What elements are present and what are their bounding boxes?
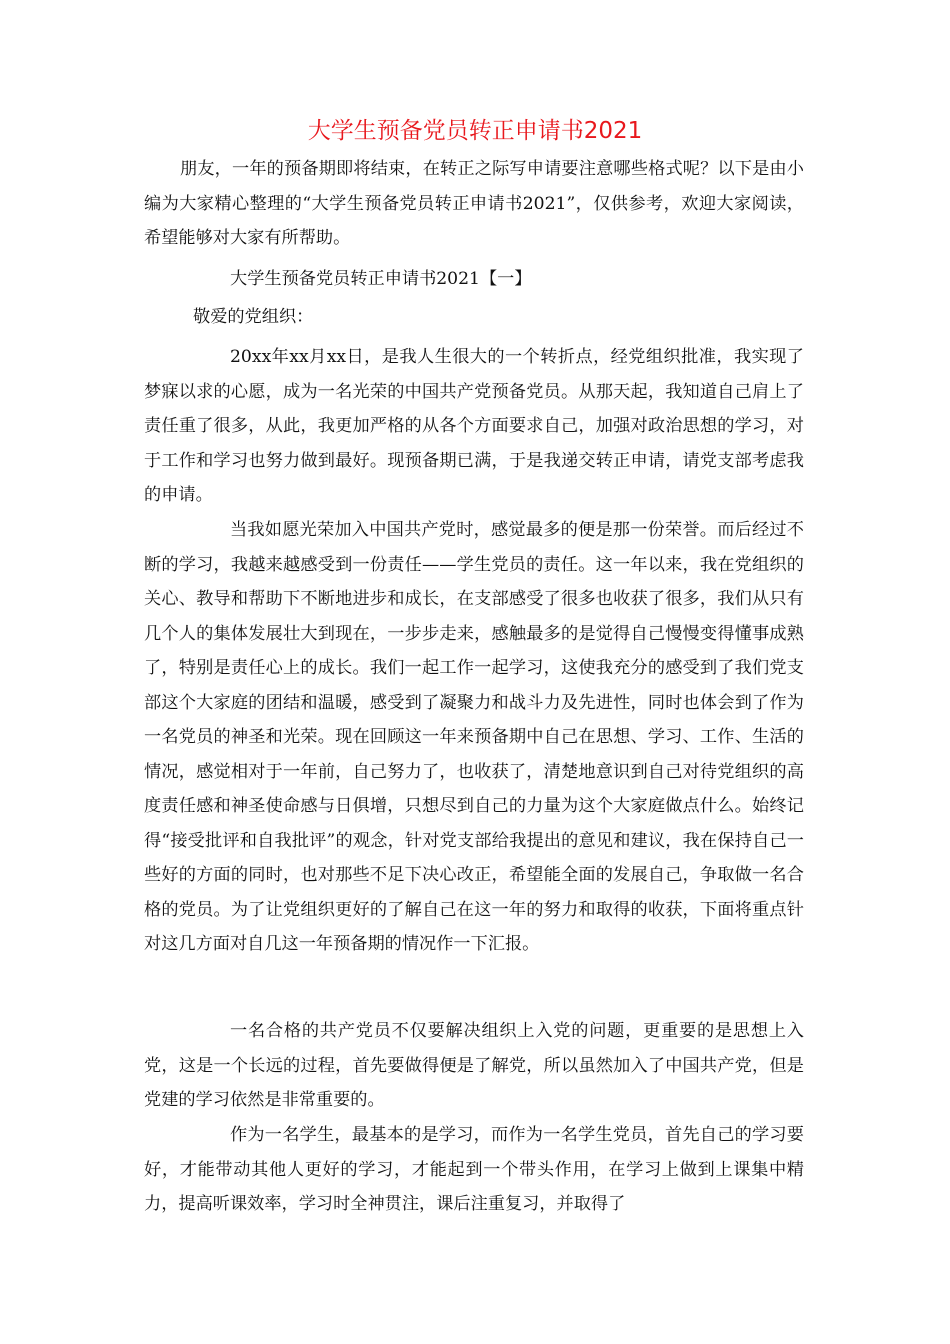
- body-paragraph-2: 当我如愿光荣加入中国共产党时，感觉最多的便是那一份荣誉。而后经过不断的学习，我越来越感受到一份责任——学生党员的责任。这一年以来，我在党组织的关心、教导和帮助下不断地进步和成长，在支部感受了很多也收获了很多，我们从只有几个人的集体发展壮大到现在，一步步走来，感触最多的是觉得自己慢慢变得懂事成熟了，特别是责任心上的成长。我们一起工作一起学习，这使我充分的感受到了我们党支部这个大家庭的团结和温暖，感受到了凝聚力和战斗力及先进性，同时也体会到了作为一名党员的神圣和光荣。现在回顾这一年来预备期中自己在思想、学习、工作、生活的情况，感觉相对于一年前，自己努力了，也收获了，清楚地意识到自己对待党组织的高度责任感和神圣使命感与日俱增，只想尽到自己的力量为这个大家庭做点什么。始终记得“接受批评和自我批评”的观念，针对党支部给我提出的意见和建议，我在保持自己一些好的方面的同时，也对那些不足下决心改正，希望能全面的发展自己，争取做一名合格的党员。为了让党组织更好的了解自己在这一年的努力和取得的收获，下面将重点针对这几方面对自几这一年预备期的情况作一下汇报。: [144, 520, 804, 954]
- document-title: 大学生预备党员转正申请书2021: [307, 118, 643, 144]
- body-paragraph-4: 作为一名学生，最基本的是学习，而作为一名学生党员，首先自己的学习要好，才能带动其他人更好的学习，才能起到一个带头作用，在学习上做到上课集中精力，提高听课效率，学习时全神贯注，课后注重复习，并取得了: [144, 1125, 804, 1214]
- salutation: 敬爱的党组织：: [193, 307, 314, 327]
- body-paragraph-1: 20xx年xx月xx日，是我人生很大的一个转折点，经党组织批准，我实现了梦寐以求的心愿，成为一名光荣的中国共产党预备党员。从那天起，我知道自己肩上了责任重了很多，从此，我更加严格的从各个方面要求自己，加强对政治思想的学习，对于工作和学习也努力做到最好。现预备期已满，于是我递交转正申请，请党支部考虑我的申请。: [144, 347, 804, 505]
- body-paragraph-3: 一名合格的共产党员不仅要解决组织上入党的问题，更重要的是思想上入党，这是一个长远的过程，首先要做得便是了解党，所以虽然加入了中国共产党，但是党建的学习依然是非常重要的。: [144, 1021, 804, 1110]
- section-heading: 大学生预备党员转正申请书2021【一】: [230, 269, 532, 289]
- intro-paragraph: 朋友，一年的预备期即将结束，在转正之际写申请要注意哪些格式呢？以下是由小编为大家精心整理的“大学生预备党员转正申请书2021”，仅供参考，欢迎大家阅读，希望能够对大家有所帮助。: [144, 159, 804, 248]
